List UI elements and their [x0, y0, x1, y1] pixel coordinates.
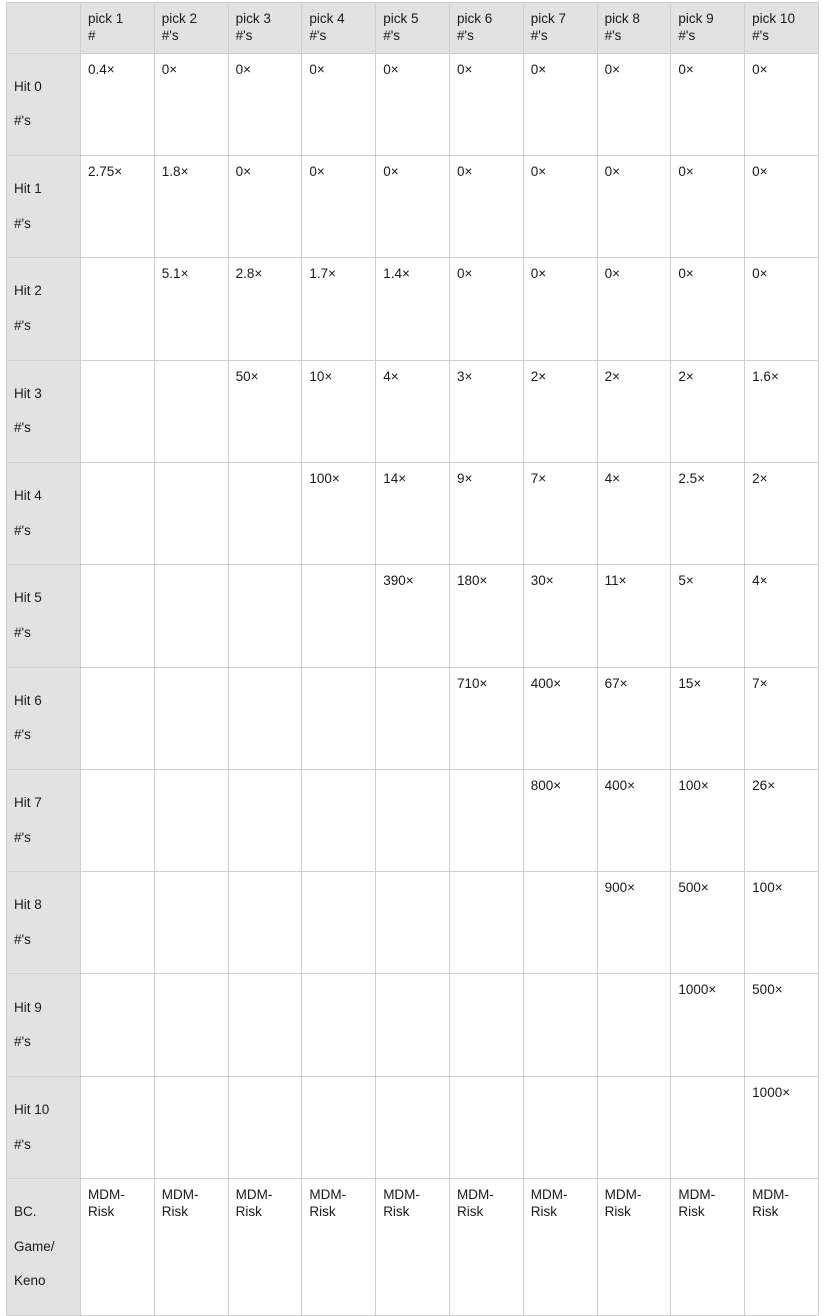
- cell-hit0-pick9: 0×: [671, 53, 745, 155]
- cell-provider-pick9: MDM-Risk: [671, 1179, 745, 1316]
- cell-hit5-pick4: [302, 565, 376, 667]
- cell-hit9-pick10: 500×: [745, 974, 819, 1076]
- cell-hit1-pick7: 0×: [523, 155, 597, 257]
- cell-hit10-pick6: [449, 1076, 523, 1178]
- row-header-provider-line2: Game/: [14, 1238, 55, 1254]
- column-header-pick-10-line1: pick 10: [752, 11, 795, 26]
- row-header-hit-0-line1: Hit 0: [14, 78, 42, 94]
- column-header-pick-6: [449, 3, 523, 54]
- cell-hit8-pick4: [302, 872, 376, 974]
- cell-hit10-pick1: [81, 1076, 155, 1178]
- column-header-pick-3: [228, 3, 302, 54]
- cell-hit6-pick8: 67×: [597, 667, 671, 769]
- table-row-hit-9: [7, 974, 819, 1076]
- cell-hit0-pick6: 0×: [449, 53, 523, 155]
- cell-hit6-pick7: 400×: [523, 667, 597, 769]
- cell-hit0-pick7: 0×: [523, 53, 597, 155]
- cell-hit3-pick1: [81, 360, 155, 462]
- cell-hit7-pick6: [449, 769, 523, 871]
- row-header-hit-1-line2: #'s: [14, 215, 31, 231]
- cell-hit4-pick6: 9×: [449, 462, 523, 564]
- cell-hit0-pick2: 0×: [154, 53, 228, 155]
- cell-hit7-pick10: 26×: [745, 769, 819, 871]
- row-header-hit-0-line2: #'s: [14, 113, 31, 129]
- row-header-hit-9: [7, 974, 81, 1076]
- column-header-pick-8-line1: pick 8: [604, 11, 640, 26]
- row-header-hit-10-line2: #'s: [14, 1136, 31, 1152]
- column-header-pick-4-line1: pick 4: [309, 11, 345, 26]
- column-header-pick-4-line2: #'s: [309, 28, 327, 44]
- cell-provider-pick1: MDM-Risk: [81, 1179, 155, 1316]
- row-header-hit-5-line2: #'s: [14, 624, 31, 640]
- column-header-pick-1-line1: pick 1: [88, 11, 124, 26]
- cell-hit0-pick8: 0×: [597, 53, 671, 155]
- column-header-pick-9-line1: pick 9: [678, 11, 714, 26]
- cell-hit3-pick6: 3×: [449, 360, 523, 462]
- cell-hit2-pick4: 1.7×: [302, 258, 376, 360]
- column-header-pick-10: [745, 3, 819, 54]
- cell-hit8-pick9: 500×: [671, 872, 745, 974]
- row-header-hit-5-line1: Hit 5: [14, 590, 42, 606]
- cell-hit0-pick1: 0.4×: [81, 53, 155, 155]
- cell-hit2-pick9: 0×: [671, 258, 745, 360]
- row-header-provider: [7, 1179, 81, 1316]
- row-header-hit-7-line1: Hit 7: [14, 795, 42, 811]
- column-header-pick-2-line2: #'s: [161, 28, 179, 44]
- row-header-hit-2-line1: Hit 2: [14, 283, 42, 299]
- cell-hit8-pick10: 100×: [745, 872, 819, 974]
- row-header-hit-8: [7, 872, 81, 974]
- cell-hit8-pick3: [228, 872, 302, 974]
- column-header-pick-2-line1: pick 2: [161, 11, 198, 26]
- cell-hit9-pick9: 1000×: [671, 974, 745, 1076]
- row-header-hit-4: [7, 462, 81, 564]
- cell-hit9-pick4: [302, 974, 376, 1076]
- row-header-hit-1: [7, 155, 81, 257]
- row-header-hit-3: [7, 360, 81, 462]
- column-header-pick-6-line2: #'s: [456, 28, 474, 44]
- cell-hit2-pick3: 2.8×: [228, 258, 302, 360]
- cell-hit5-pick2: [154, 565, 228, 667]
- cell-hit6-pick2: [154, 667, 228, 769]
- cell-hit6-pick4: [302, 667, 376, 769]
- cell-provider-pick10: MDM-Risk: [745, 1179, 819, 1316]
- cell-hit4-pick8: 4×: [597, 462, 671, 564]
- cell-hit1-pick10: 0×: [745, 155, 819, 257]
- cell-hit0-pick4: 0×: [302, 53, 376, 155]
- row-header-hit-9-line2: #'s: [14, 1034, 31, 1050]
- cell-hit7-pick4: [302, 769, 376, 871]
- table-row-hit-8: [7, 872, 819, 974]
- cell-provider-pick5: MDM-Risk: [376, 1179, 450, 1316]
- cell-hit4-pick10: 2×: [745, 462, 819, 564]
- cell-hit0-pick10: 0×: [745, 53, 819, 155]
- cell-hit9-pick7: [523, 974, 597, 1076]
- column-header-pick-5-line2: #'s: [383, 28, 401, 44]
- row-header-provider-line1: BC.: [14, 1204, 37, 1220]
- table-row-hit-2: [7, 258, 819, 360]
- cell-provider-pick8: MDM-Risk: [597, 1179, 671, 1316]
- column-header-pick-9-line2: #'s: [678, 28, 696, 44]
- cell-hit8-pick5: [376, 872, 450, 974]
- row-header-hit-10-line1: Hit 10: [14, 1102, 50, 1118]
- cell-hit3-pick5: 4×: [376, 360, 450, 462]
- cell-hit8-pick6: [449, 872, 523, 974]
- cell-hit9-pick2: [154, 974, 228, 1076]
- row-header-hit-2: [7, 258, 81, 360]
- cell-hit1-pick8: 0×: [597, 155, 671, 257]
- cell-hit1-pick1: 2.75×: [81, 155, 155, 257]
- cell-hit9-pick5: [376, 974, 450, 1076]
- cell-hit10-pick7: [523, 1076, 597, 1178]
- row-header-hit-5: [7, 565, 81, 667]
- cell-hit8-pick8: 900×: [597, 872, 671, 974]
- cell-hit2-pick7: 0×: [523, 258, 597, 360]
- cell-hit8-pick2: [154, 872, 228, 974]
- cell-hit6-pick3: [228, 667, 302, 769]
- row-header-hit-8-line2: #'s: [14, 931, 31, 947]
- column-header-pick-1: [81, 3, 155, 54]
- cell-hit4-pick1: [81, 462, 155, 564]
- cell-hit0-pick3: 0×: [228, 53, 302, 155]
- column-header-pick-7: [523, 3, 597, 54]
- table-body: [7, 53, 819, 1315]
- keno-paytable: [6, 2, 819, 1316]
- cell-hit9-pick6: [449, 974, 523, 1076]
- row-header-hit-6-line2: #'s: [14, 727, 31, 743]
- cell-hit4-pick5: 14×: [376, 462, 450, 564]
- row-header-hit-9-line1: Hit 9: [14, 999, 42, 1015]
- cell-hit1-pick4: 0×: [302, 155, 376, 257]
- cell-hit6-pick6: 710×: [449, 667, 523, 769]
- cell-hit5-pick5: 390×: [376, 565, 450, 667]
- cell-hit7-pick7: 800×: [523, 769, 597, 871]
- cell-hit2-pick10: 0×: [745, 258, 819, 360]
- row-header-hit-0: [7, 53, 81, 155]
- table-row-hit-1: [7, 155, 819, 257]
- cell-hit4-pick4: 100×: [302, 462, 376, 564]
- cell-hit1-pick2: 1.8×: [154, 155, 228, 257]
- cell-hit5-pick6: 180×: [449, 565, 523, 667]
- cell-hit2-pick1: [81, 258, 155, 360]
- column-header-pick-4: [302, 3, 376, 54]
- cell-hit1-pick5: 0×: [376, 155, 450, 257]
- cell-hit6-pick1: [81, 667, 155, 769]
- cell-hit10-pick10: 1000×: [745, 1076, 819, 1178]
- row-header-hit-6: [7, 667, 81, 769]
- cell-hit3-pick2: [154, 360, 228, 462]
- cell-hit6-pick9: 15×: [671, 667, 745, 769]
- row-header-hit-8-line1: Hit 8: [14, 897, 42, 913]
- column-header-pick-8-line2: #'s: [604, 28, 622, 44]
- column-header-pick-5: [376, 3, 450, 54]
- table-header: [7, 3, 819, 54]
- table-row-hit-7: [7, 769, 819, 871]
- cell-hit6-pick5: [376, 667, 450, 769]
- cell-hit3-pick7: 2×: [523, 360, 597, 462]
- cell-hit9-pick8: [597, 974, 671, 1076]
- row-header-hit-7: [7, 769, 81, 871]
- cell-hit4-pick2: [154, 462, 228, 564]
- row-header-hit-7-line2: #'s: [14, 829, 31, 845]
- cell-hit10-pick3: [228, 1076, 302, 1178]
- cell-hit7-pick2: [154, 769, 228, 871]
- cell-hit9-pick3: [228, 974, 302, 1076]
- row-header-hit-1-line1: Hit 1: [14, 181, 42, 197]
- cell-hit2-pick8: 0×: [597, 258, 671, 360]
- table-row-hit-6: [7, 667, 819, 769]
- cell-hit5-pick7: 30×: [523, 565, 597, 667]
- column-header-pick-2: [154, 3, 228, 54]
- cell-hit5-pick3: [228, 565, 302, 667]
- cell-hit3-pick4: 10×: [302, 360, 376, 462]
- cell-hit5-pick10: 4×: [745, 565, 819, 667]
- table-row-hit-4: [7, 462, 819, 564]
- cell-provider-pick6: MDM-Risk: [449, 1179, 523, 1316]
- cell-hit3-pick10: 1.6×: [745, 360, 819, 462]
- cell-hit10-pick9: [671, 1076, 745, 1178]
- cell-hit8-pick7: [523, 872, 597, 974]
- cell-hit9-pick1: [81, 974, 155, 1076]
- row-header-hit-3-line2: #'s: [14, 420, 31, 436]
- cell-hit1-pick9: 0×: [671, 155, 745, 257]
- column-header-pick-3-line1: pick 3: [235, 11, 271, 26]
- cell-hit3-pick9: 2×: [671, 360, 745, 462]
- cell-provider-pick2: MDM-Risk: [154, 1179, 228, 1316]
- cell-hit7-pick1: [81, 769, 155, 871]
- row-header-hit-4-line2: #'s: [14, 522, 31, 538]
- cell-hit2-pick5: 1.4×: [376, 258, 450, 360]
- column-header-pick-7-line1: pick 7: [530, 11, 567, 26]
- row-header-provider-line3: Keno: [14, 1273, 46, 1289]
- row-header-hit-2-line2: #'s: [14, 317, 31, 333]
- cell-hit6-pick10: 7×: [745, 667, 819, 769]
- table-corner-cell: [7, 3, 81, 54]
- cell-hit10-pick4: [302, 1076, 376, 1178]
- cell-provider-pick3: MDM-Risk: [228, 1179, 302, 1316]
- cell-hit8-pick1: [81, 872, 155, 974]
- column-header-pick-5-line1: pick 5: [383, 11, 419, 26]
- header-row: [7, 3, 819, 54]
- cell-hit0-pick5: 0×: [376, 53, 450, 155]
- cell-hit4-pick7: 7×: [523, 462, 597, 564]
- cell-hit2-pick2: 5.1×: [154, 258, 228, 360]
- table-row-hit-0: [7, 53, 819, 155]
- table-row-hit-10: [7, 1076, 819, 1178]
- cell-hit2-pick6: 0×: [449, 258, 523, 360]
- cell-hit5-pick9: 5×: [671, 565, 745, 667]
- cell-provider-pick4: MDM-Risk: [302, 1179, 376, 1316]
- cell-hit3-pick3: 50×: [228, 360, 302, 462]
- cell-hit7-pick5: [376, 769, 450, 871]
- column-header-pick-9: [671, 3, 745, 54]
- cell-hit10-pick2: [154, 1076, 228, 1178]
- cell-hit1-pick3: 0×: [228, 155, 302, 257]
- column-header-pick-6-line1: pick 6: [456, 11, 493, 26]
- row-header-hit-4-line1: Hit 4: [14, 488, 42, 504]
- row-header-hit-3-line1: Hit 3: [14, 385, 42, 401]
- cell-hit10-pick5: [376, 1076, 450, 1178]
- cell-hit1-pick6: 0×: [449, 155, 523, 257]
- column-header-pick-8: [597, 3, 671, 54]
- cell-hit4-pick9: 2.5×: [671, 462, 745, 564]
- cell-hit10-pick8: [597, 1076, 671, 1178]
- cell-hit7-pick3: [228, 769, 302, 871]
- column-header-pick-10-line2: #'s: [752, 28, 770, 44]
- cell-provider-pick7: MDM-Risk: [523, 1179, 597, 1316]
- table-row-hit-5: [7, 565, 819, 667]
- column-header-pick-3-line2: #'s: [235, 28, 253, 44]
- cell-hit7-pick8: 400×: [597, 769, 671, 871]
- column-header-pick-7-line2: #'s: [530, 28, 548, 44]
- cell-hit3-pick8: 2×: [597, 360, 671, 462]
- table-row-provider: [7, 1179, 819, 1316]
- row-header-hit-6-line1: Hit 6: [14, 692, 42, 708]
- row-header-hit-10: [7, 1076, 81, 1178]
- cell-hit5-pick1: [81, 565, 155, 667]
- column-header-pick-1-line2: #: [88, 28, 96, 44]
- cell-hit7-pick9: 100×: [671, 769, 745, 871]
- cell-hit4-pick3: [228, 462, 302, 564]
- table-row-hit-3: [7, 360, 819, 462]
- cell-hit5-pick8: 11×: [597, 565, 671, 667]
